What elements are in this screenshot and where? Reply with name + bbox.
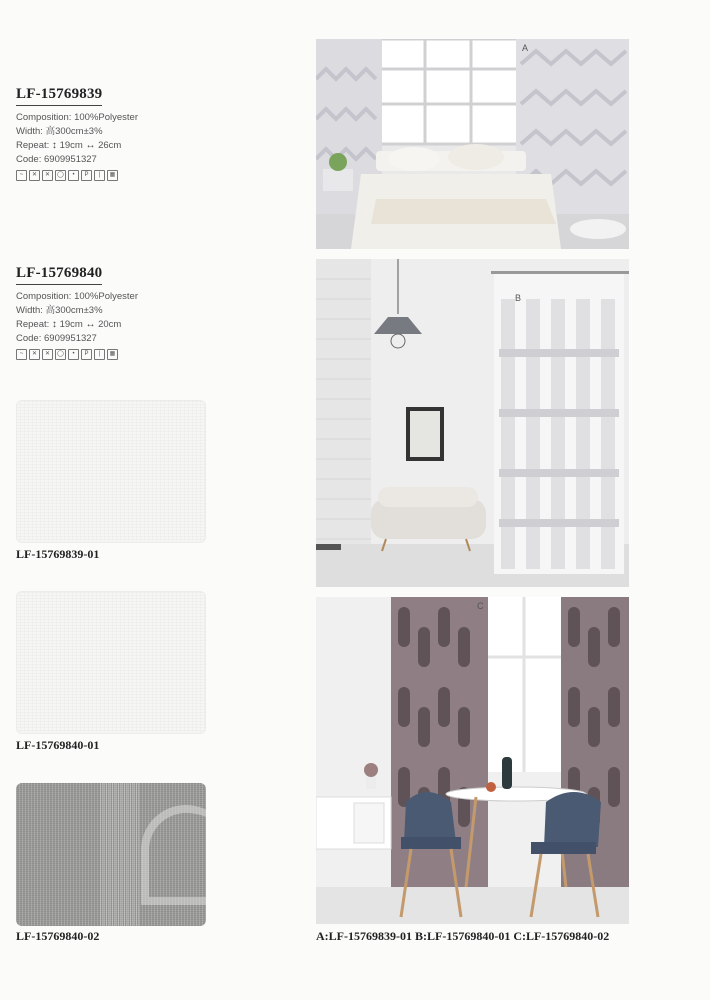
hang-dry-icon: |: [94, 349, 105, 360]
photo-tag: A: [522, 43, 529, 53]
bedroom-scene: [316, 39, 629, 249]
product-code: LF-15769840: [16, 265, 102, 285]
wash-icon: ~: [16, 349, 27, 360]
no-bleach-icon: ✕: [29, 170, 40, 181]
photo-tag: C: [477, 601, 484, 611]
no-wring-icon: ✕: [42, 170, 53, 181]
fabric-band: [100, 783, 140, 926]
repeat-line: Repeat: ↕ 19cm ↔ 20cm: [16, 319, 122, 330]
dining-room-scene: [316, 597, 629, 924]
shade-dry-icon: ▦: [107, 170, 118, 181]
horizontal-arrow-icon: ↔: [85, 140, 96, 151]
photo-tag: B: [515, 293, 522, 303]
repeat-line: Repeat: ↕ 19cm ↔ 26cm: [16, 140, 122, 151]
room-photo-a: [316, 39, 629, 249]
no-bleach-icon: ✕: [29, 349, 40, 360]
iron-icon: •: [68, 349, 79, 360]
vertical-arrow-icon: ↕: [51, 319, 57, 330]
composition-line: Composition: 100%Polyester: [16, 291, 138, 302]
width-line: Width: 高300cm±3%: [16, 305, 103, 316]
swatch-label: LF-15769839-01: [16, 547, 100, 561]
no-tumble-dry-icon: ◯: [55, 349, 66, 360]
spec-block-1: [16, 85, 276, 181]
living-room-scene: [316, 259, 629, 587]
product-code: LF-15769839: [16, 86, 102, 106]
code-line: Code: 6909951327: [16, 333, 97, 344]
iron-icon: •: [68, 170, 79, 181]
code-line: Code: 6909951327: [16, 154, 97, 165]
swatch-label: LF-15769840-02: [16, 929, 100, 943]
no-wring-icon: ✕: [42, 349, 53, 360]
fabric-swatch-2: [16, 591, 206, 734]
no-tumble-dry-icon: ◯: [55, 170, 66, 181]
room-photo-b: [316, 259, 629, 587]
vertical-arrow-icon: ↕: [51, 140, 57, 151]
composition-line: Composition: 100%Polyester: [16, 112, 138, 123]
photo-caption: A:LF-15769839-01 B:LF-15769840-01 C:LF-15769840-02: [316, 929, 610, 943]
fabric-swatch-1: [16, 400, 206, 543]
care-icons: [16, 170, 276, 181]
dry-clean-icon: P: [81, 349, 92, 360]
care-icons: [16, 349, 276, 360]
fabric-arch-pattern: [141, 805, 206, 905]
horizontal-arrow-icon: ↔: [85, 319, 96, 330]
fabric-swatch-3: [16, 783, 206, 926]
shade-dry-icon: ▦: [107, 349, 118, 360]
dry-clean-icon: P: [81, 170, 92, 181]
swatch-label: LF-15769840-01: [16, 738, 100, 752]
width-line: Width: 高300cm±3%: [16, 126, 103, 137]
room-photo-c: [316, 597, 629, 924]
wash-icon: ~: [16, 170, 27, 181]
spec-block-2: [16, 264, 276, 360]
hang-dry-icon: |: [94, 170, 105, 181]
